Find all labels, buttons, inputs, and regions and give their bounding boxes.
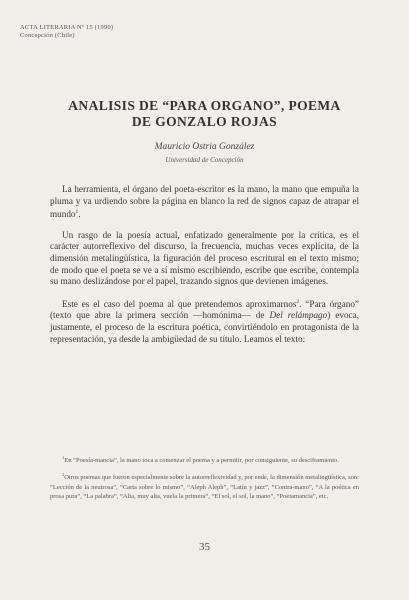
article-title — [0, 98, 409, 130]
footnote-text: Otros poemas que fueron especialmente sobre la autorreflexividad y, por ende, la dimensión metalingüística, son: “Lección de la neutrosa”, “Carta sobre lo mismo”, “Aleph Aleph”, “Latín y jazz”, “Contra-mano”, “A la poética en prosa pura”, “La palabra”, “Alta, muy alta, vuela la primera”, “El sol, el sol, la mano”, “Poetamancia”, etc. — [50, 474, 359, 500]
journal-name: ACTA LITERARIA Nº 15 (1990) — [20, 24, 114, 31]
paragraph-text: Este es el caso del poema al que pretendemos aproximarnos — [62, 298, 297, 309]
footnote — [50, 470, 359, 501]
paragraph-text: ) evoca, justamente, el proceso de la escritura poética, convirtiéndolo en protagonista de la representación, ya desde la ambigüedad de su título. Leamos el texto: — [50, 310, 359, 344]
journal-place: Concepción (Chile) — [20, 32, 75, 39]
author-affiliation: Universidad de Concepción — [165, 156, 244, 164]
paragraph: Un rasgo de la poesía actual, enfatizado generalmente por la crítica, es el carácter autorreflexivo del discurso, la frecuencia, muchas veces explícita, de la dimensión metalingüística, la figuración del proceso escritural en el texto mismo; de modo que el poeta se ve a sí mismo escribiendo, escribe que escribe, contempla su mano deslizándose por el papel, trazando signos que devienen imágenes. — [50, 229, 359, 287]
paragraph — [50, 297, 359, 345]
footnotes — [50, 453, 359, 506]
title-line-1: ANALISIS DE “PARA ORGANO”, POEMA — [68, 98, 341, 113]
article-body — [50, 184, 359, 345]
running-header — [20, 24, 113, 40]
footnote-number: 1 — [62, 455, 65, 460]
footnote — [50, 453, 359, 465]
paragraph-text: La herramienta, el órgano del poeta-escritor es la mano, la mano que empuña la pluma y va urdiendo sobre la página en blanco la red de signos capaz de atrapar el mundo — [50, 184, 359, 220]
paragraph-text: . “Para órgano” (texto que abre la primera sección —homónima— de — [50, 298, 359, 321]
author-name: Mauricio Ostria González — [154, 142, 255, 152]
paragraph — [50, 184, 359, 221]
footnote-number: 2 — [62, 472, 65, 478]
book-title: Del relámpago — [269, 310, 328, 321]
footnote-ref[interactable]: 2 — [296, 298, 300, 305]
page-number: 35 — [199, 541, 210, 553]
footnote-text: En “Poesía-mancia”, la mano toca a comenzar el poema y a permitir, por consiguiente, su desciframiento. — [64, 457, 339, 465]
paragraph-text: . — [78, 209, 81, 220]
title-line-2: DE GONZALO ROJAS — [131, 114, 278, 129]
footnote-ref[interactable]: 1 — [75, 209, 79, 216]
